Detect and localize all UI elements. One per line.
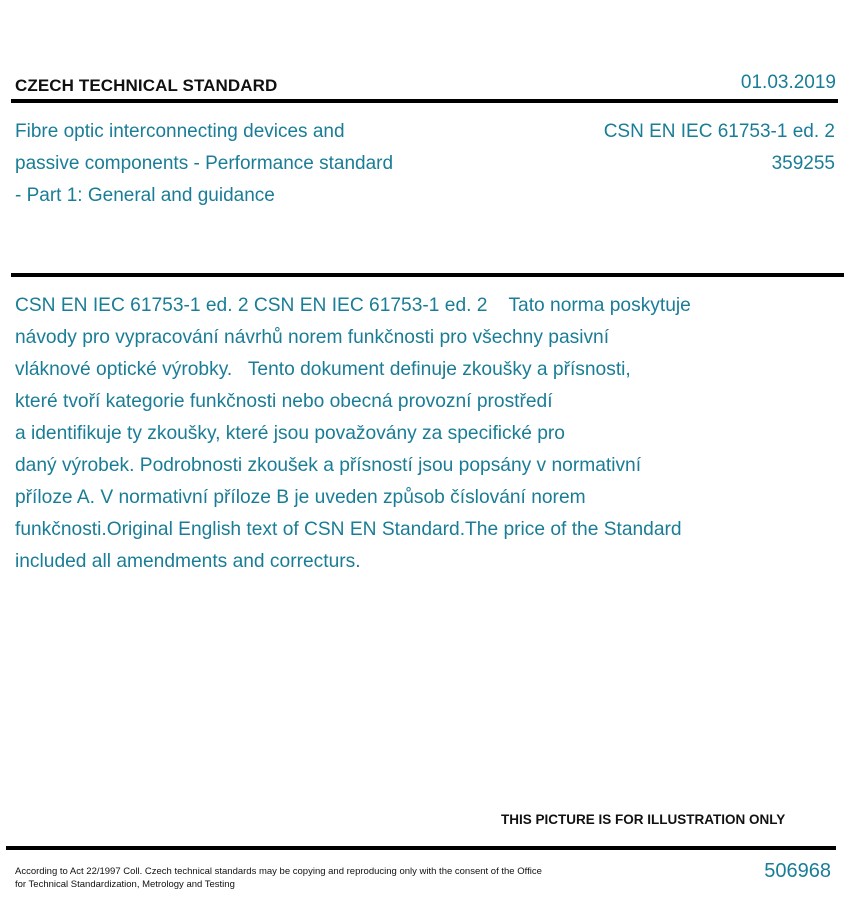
description-line: CSN EN IEC 61753-1 ed. 2 CSN EN IEC 61753-1 ed. 2 Tato norma poskytuje [15,295,691,316]
legal-line: for Technical Standardization, Metrology and Testing [15,879,235,890]
description-line: vláknové optické výrobky. Tento dokument definuje zkoušky a přísnosti, [15,359,631,380]
title-rule [11,273,844,277]
description-line: příloze A. V normativní příloze B je uveden způsob číslování norem [15,487,586,508]
title-line: passive components - Performance standard [15,153,394,174]
illustration-note: THIS PICTURE IS FOR ILLUSTRATION ONLY [501,812,786,827]
legal-line: According to Act 22/1997 Coll. Czech technical standards may be copying and reproducing only with the consent of the Office [15,866,542,877]
publication-date: 01.03.2019 [740,72,836,93]
header-rule [11,99,838,103]
description-text [15,290,805,578]
document-number: 506968 [764,860,831,882]
description-line: funkčnosti.Original English text of CSN EN Standard.The price of the Standard [15,519,682,540]
legal-notice [15,865,595,891]
description-line: a identifikuje ty zkoušky, které jsou považovány za specifické pro [15,423,565,444]
title-line: Fibre optic interconnecting devices and [15,121,345,142]
document-codes [604,116,835,180]
standard-type-label: CZECH TECHNICAL STANDARD [15,76,278,95]
document-title [15,116,465,212]
footer-rule [6,846,836,850]
description-line: included all amendments and correcturs. [15,551,361,572]
class-number: 359255 [771,153,835,174]
standard-code: CSN EN IEC 61753-1 ed. 2 [603,121,835,142]
title-line: - Part 1: General and guidance [15,185,275,206]
description-line: daný výrobek. Podrobnosti zkoušek a přísností jsou popsány v normativní [15,455,642,476]
description-line: které tvoří kategorie funkčnosti nebo obecná provozní prostředí [15,391,553,412]
description-line: návody pro vypracování návrhů norem funkčnosti pro všechny pasivní [15,327,610,348]
